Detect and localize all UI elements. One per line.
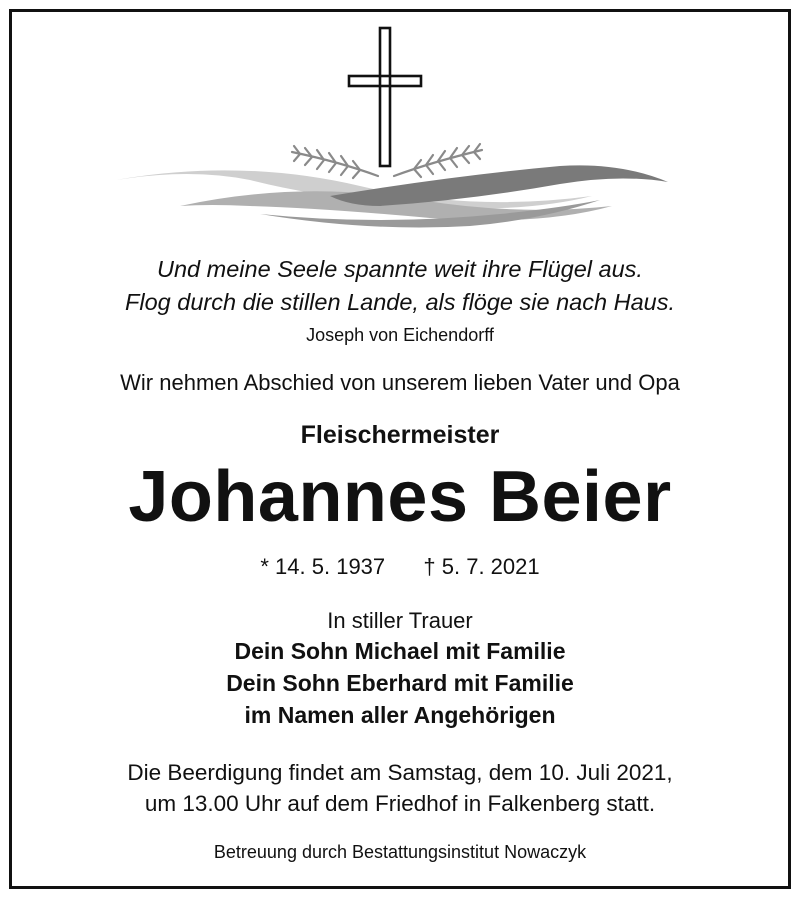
birth-date: * 14. 5. 1937 xyxy=(260,554,386,579)
cross-icon xyxy=(349,28,421,166)
deceased-name: Johannes Beier xyxy=(128,457,672,537)
funeral-info-line-1: Die Beerdigung findet am Samstag, dem 10. Juli 2021, xyxy=(127,760,673,785)
cross-emblem xyxy=(110,22,670,232)
mourner-line: Dein Sohn Eberhard mit Familie xyxy=(226,670,574,696)
death-date: † 5. 7. 2021 xyxy=(423,554,540,579)
mourner-line: im Namen aller Angehörigen xyxy=(244,702,556,728)
undertaker-credit: Betreuung durch Bestattungsinstitut Nowaczyk xyxy=(213,842,587,862)
right-branch-icon xyxy=(394,144,482,177)
left-branch-icon xyxy=(292,146,378,178)
quote-line-1: Und meine Seele spannte weit ihre Flügel aus. xyxy=(157,256,643,282)
deceased-title: Fleischermeister xyxy=(300,421,500,449)
quote-author: Joseph von Eichendorff xyxy=(306,325,494,345)
quote-line-2: Flog durch die stillen Lande, als flöge sie nach Haus. xyxy=(125,289,675,315)
intro-text: Wir nehmen Abschied von unserem lieben Vater und Opa xyxy=(120,370,680,395)
life-dates xyxy=(0,554,800,580)
funeral-info-line-2: um 13.00 Uhr auf dem Friedhof in Falkenberg statt. xyxy=(144,791,656,816)
mourner-line: Dein Sohn Michael mit Familie xyxy=(234,638,566,664)
mourning-heading: In stiller Trauer xyxy=(327,608,473,633)
wave-lines xyxy=(116,165,668,227)
